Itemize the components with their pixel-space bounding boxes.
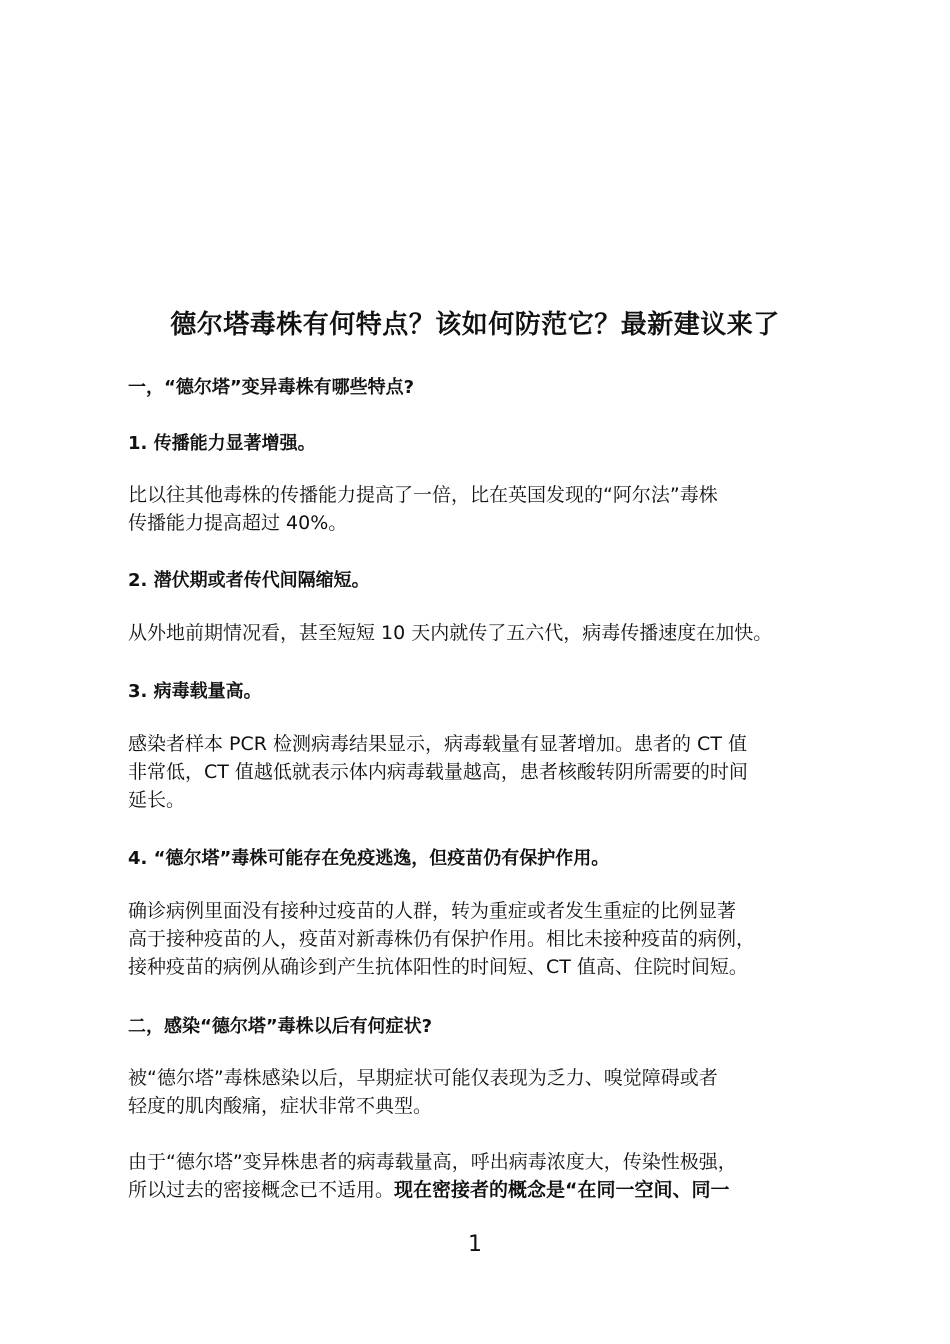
item-heading-1: 1. 传播能力显著增强。 [128, 433, 316, 454]
section2-paragraph-1: 被“德尔塔”毒株感染以后，早期症状可能仅表现为乏力、嗅觉障碍或者 轻度的肌肉酸痛，症状非常不典型。 [128, 1067, 718, 1117]
document-title: 德尔塔毒株有何特点？该如何防范它？最新建议来了 [170, 310, 780, 340]
section2-paragraph-2: 由于“德尔塔”变异株患者的病毒载量高，呼出病毒浓度大，传染性极强， 所以过去的密接概念已不适用。现在密接者的概念是“在同一空间、同一 [128, 1151, 737, 1201]
item-paragraph-4: 确诊病例里面没有接种过疫苗的人群，转为重症或者发生重症的比例显著 高于接种疫苗的人，疫苗对新毒株仍有保护作用。相比未接种疫苗的病例， 接种疫苗的病例从确诊到产生抗体阳性的时间短、CT 值高、住院时间短。 [128, 900, 756, 978]
page-number: 1 [468, 1232, 482, 1257]
item-heading-3: 3. 病毒载量高。 [128, 681, 262, 702]
item-heading-4: 4. “德尔塔”毒株可能存在免疫逃逸，但疫苗仍有保护作用。 [128, 848, 610, 869]
item-paragraph-1: 比以往其他毒株的传播能力提高了一倍，比在英国发现的“阿尔法”毒株 传播能力提高超过 40%。 [128, 484, 718, 534]
bold-emphasis: 现在密接者的概念是“在同一空间、同一 [394, 1179, 730, 1201]
item-heading-2: 2. 潜伏期或者传代间隔缩短。 [128, 570, 370, 591]
section-heading-1: 一，“德尔塔”变异毒株有哪些特点? [128, 377, 415, 398]
item-paragraph-3: 感染者样本 PCR 检测病毒结果显示，病毒载量有显著增加。患者的 CT 值 非常低，CT 值越低就表示体内病毒载量越高，患者核酸转阴所需要的时间 延长。 [128, 733, 748, 811]
section-heading-2: 二，感染“德尔塔”毒株以后有何症状? [128, 1016, 433, 1037]
item-paragraph-2: 从外地前期情况看，甚至短短 10 天内就传了五六代，病毒传播速度在加快。 [128, 622, 773, 644]
